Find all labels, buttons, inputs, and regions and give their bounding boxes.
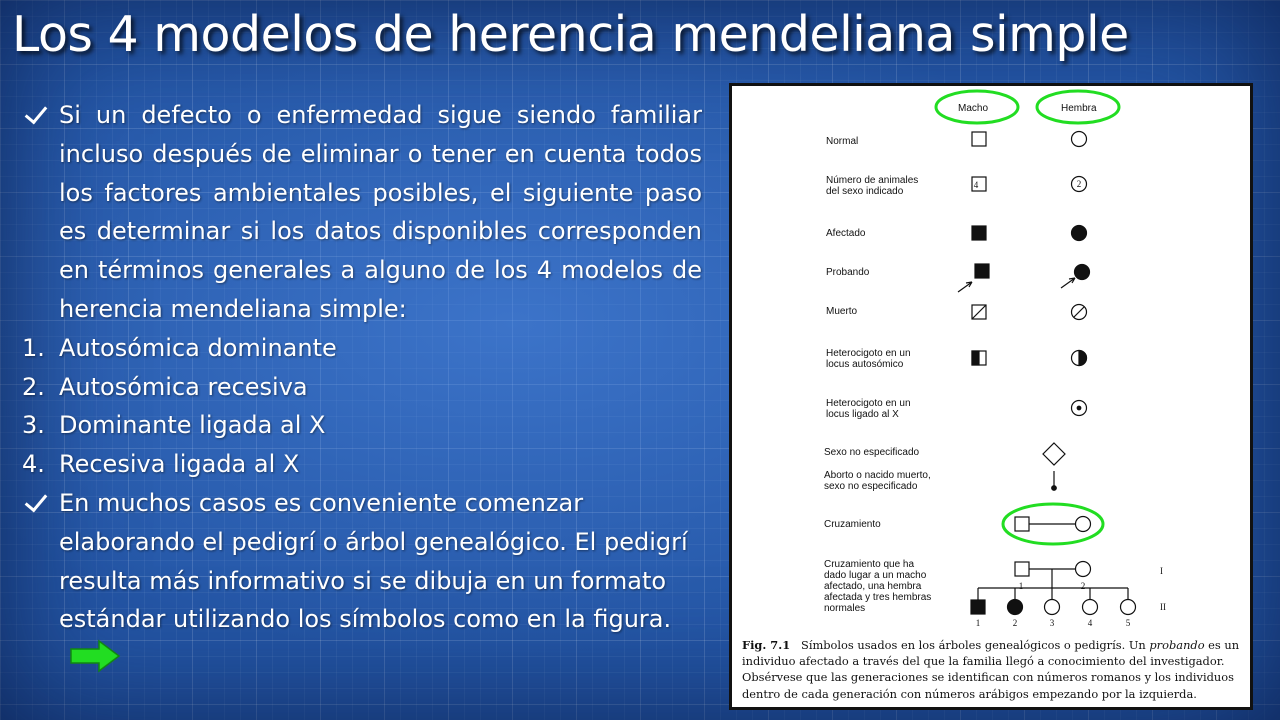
parent-number: 2 (1080, 581, 1086, 591)
unspecified-sex-diamond-icon (1043, 443, 1065, 465)
closing-bullet (22, 484, 702, 685)
child-number: 5 (1125, 618, 1131, 628)
right-arrow-icon[interactable] (69, 639, 121, 685)
male-hetero-auto-fill (972, 351, 979, 365)
male-normal-icon (972, 132, 986, 146)
male-dead-slash (972, 305, 986, 319)
slide-title: Los 4 modelos de herencia mendeliana simple (12, 6, 1129, 63)
label-aborto-1: Aborto o nacido muerto, (824, 470, 931, 481)
model-label: Dominante ligada al X (59, 411, 326, 440)
male-proband-icon (975, 264, 989, 278)
pedigree-symbols (732, 86, 1250, 634)
intro-text: Si un defecto o enfermedad sigue siendo familiar incluso después de eliminar o tener en cuenta todos los factores ambientales posibles, el siguiente paso es determinar si los datos disponibles corresponden en términos generales a alguno de los 4 modelos de herencia mendeliana simple: (59, 101, 702, 323)
pedigree-figure (729, 83, 1253, 710)
label-muerto: Muerto (826, 306, 858, 317)
mating-female-icon (1076, 517, 1091, 532)
parent-male-icon (1015, 562, 1029, 576)
col-male-label: Macho (958, 103, 989, 114)
child-number: 1 (975, 618, 981, 628)
checkmark-icon (22, 484, 59, 523)
female-affected-icon (1072, 226, 1087, 241)
label-hetero-auto-1: Heterocigoto en un (826, 348, 911, 359)
label-numero-1: Número de animales (826, 175, 919, 186)
model-label: Recesiva ligada al X (59, 450, 300, 479)
caption-text-after: es un individuo afectado a través del que la familia llegó a conocimiento del investigador. Obsérvese que las generaciones se identifican con números romanos y los individuos dentro de cada generación con números arábigos empezando por la izquierda. (742, 638, 1240, 701)
model-item (22, 368, 702, 407)
model-number: 4. (22, 450, 45, 479)
label-hetero-x-1: Heterocigoto en un (826, 398, 911, 409)
label-numero-2: del sexo indicado (826, 186, 904, 197)
label-aborto-2: sexo no especificado (824, 481, 918, 492)
parent-number: 1 (1018, 581, 1024, 591)
female-normal-icon (1072, 132, 1087, 147)
model-number: 2. (22, 372, 45, 401)
number-symbol-value-female: 2 (1076, 179, 1082, 189)
label-cruz-desc-3: afectado, una hembra (824, 581, 922, 592)
checkmark-icon (22, 96, 59, 135)
generation-label-ii: II (1160, 602, 1166, 612)
model-number: 3. (22, 411, 45, 440)
model-item (22, 329, 702, 368)
male-affected-icon (972, 226, 986, 240)
proband-arrow-female-icon (1061, 278, 1075, 288)
proband-arrow-male-icon (958, 282, 972, 292)
child-affected-male-icon (971, 600, 985, 614)
label-cruz-desc-2: dado lugar a un macho (824, 570, 927, 581)
intro-bullet (22, 96, 702, 329)
label-hetero-x-2: locus ligado al X (826, 409, 899, 420)
caption-text-before: Símbolos usados en los árboles genealógicos o pedigrís. Un (801, 638, 1150, 652)
model-label: Autosómica recesiva (59, 372, 308, 401)
label-cruzamiento: Cruzamiento (824, 519, 881, 530)
label-cruz-desc-5: normales (824, 603, 866, 614)
model-item (22, 406, 702, 445)
caption-emphasis: probando (1149, 638, 1205, 652)
model-label: Autosómica dominante (59, 333, 337, 362)
female-hetero-auto-fill (1079, 351, 1087, 366)
col-female-label: Hembra (1061, 103, 1097, 114)
number-symbol-value: 4 (973, 180, 979, 190)
model-item (22, 445, 702, 484)
figure-caption (742, 637, 1242, 702)
closing-text (59, 484, 702, 685)
label-cruz-desc-1: Cruzamiento que ha (824, 559, 915, 570)
label-normal: Normal (826, 136, 859, 147)
female-hetero-x-dot (1077, 406, 1081, 410)
female-dead-slash (1074, 307, 1084, 317)
parent-female-icon (1076, 562, 1091, 577)
slide-body (22, 96, 702, 685)
female-proband-icon (1075, 265, 1090, 280)
child-affected-female-icon (1008, 600, 1023, 615)
label-sexo-no: Sexo no especificado (824, 447, 920, 458)
label-afectado: Afectado (826, 228, 866, 239)
closing-sentence: En muchos casos es conveniente comenzar elaborando el pedigrí o árbol genealógico. El pedigrí resulta más informativo si se dibuja en un formato estándar utilizando los símbolos como en la figura. (59, 488, 688, 634)
generation-label-i: I (1160, 566, 1163, 576)
child-number: 2 (1012, 618, 1018, 628)
child-number: 4 (1087, 618, 1093, 628)
child-number: 3 (1049, 618, 1055, 628)
abortion-dot-icon (1052, 486, 1057, 491)
child-normal-female-icon (1121, 600, 1136, 615)
label-hetero-auto-2: locus autosómico (826, 359, 904, 370)
model-number: 1. (22, 333, 45, 362)
child-normal-female-icon (1083, 600, 1098, 615)
label-cruz-desc-4: afectada y tres hembras (824, 592, 932, 603)
label-probando: Probando (826, 267, 870, 278)
child-normal-female-icon (1045, 600, 1060, 615)
caption-label: Fig. 7.1 (742, 638, 791, 652)
mating-male-icon (1015, 517, 1029, 531)
